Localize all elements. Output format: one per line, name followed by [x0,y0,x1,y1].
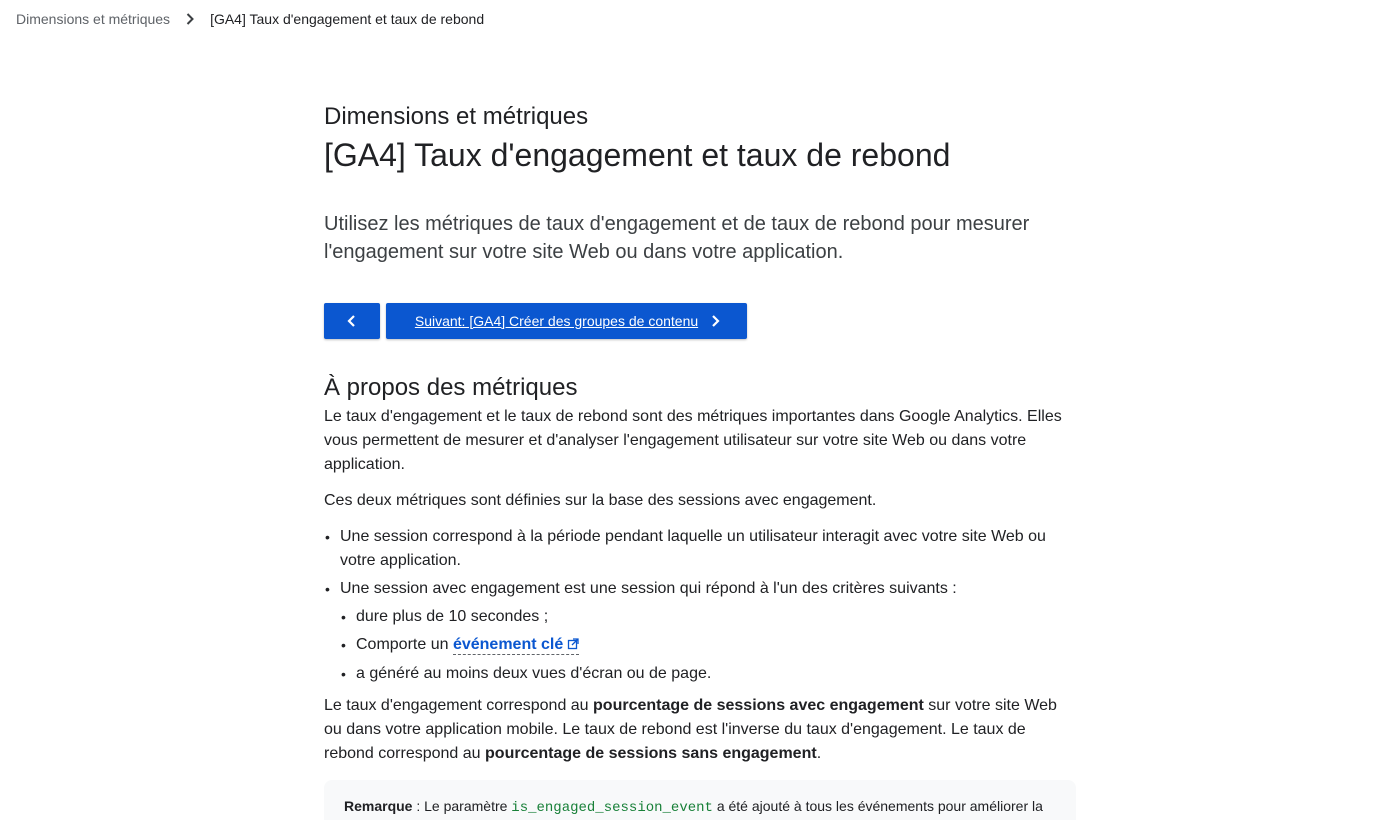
page-title: [GA4] Taux d'engagement et taux de rebond [324,137,951,173]
note-text: : Le paramètre [412,798,512,814]
next-article-label: Suivant: [GA4] Créer des groupes de contenu [414,313,699,329]
sub-list-item-text: Comporte un [356,636,449,653]
sub-list-item [340,605,1076,629]
chevron-left-icon [343,312,361,330]
chevron-right-icon [706,312,724,330]
key-event-link-text: événement clé [452,636,564,653]
list-item [324,525,1076,573]
sub-list-item [340,662,1076,686]
sub-list [340,605,1076,686]
sub-list-item-text: a généré au moins deux vues d'écran ou de page. [356,665,712,682]
note-text: a été ajouté à tous les événements pour améliorer la [712,798,1043,814]
sub-list-item-text: dure plus de 10 secondes ; [356,608,549,625]
text-run: Le taux d'engagement correspond au [324,697,589,714]
text-run: sur votre site Web ou dans votre application mobile. Le taux de rebond est l'inverse du taux d'engagement. Le taux de rebond correspond au [324,697,1057,762]
key-event-link[interactable] [453,636,579,655]
list-item [324,577,1076,686]
note-label: Remarque [344,798,413,814]
breadcrumb-parent-link[interactable]: Dimensions et métriques [16,11,171,27]
paragraph: Le taux d'engagement et le taux de rebond sont des métriques importantes dans Google Analytics. Elles vous permettent de mesurer et d'analyser l'engagement utilisateur sur votre site Web ou dans votre application. [324,408,1062,473]
next-article-button[interactable] [386,303,747,339]
intro-text: Utilisez les métriques de taux d'engagement et de taux de rebond pour mesurer l'engagement sur votre site Web ou dans votre application. [324,213,1030,263]
sub-list-item [340,633,1076,658]
bold-text: pourcentage de sessions avec engagement [593,697,924,714]
paragraph: Ces deux métriques sont définies sur la base des sessions avec engagement. [324,492,877,509]
previous-article-button[interactable] [324,303,380,339]
paragraph [324,694,1076,766]
article [324,100,1076,820]
article-category: Dimensions et métriques [324,103,589,130]
criteria-list [324,525,1076,686]
breadcrumb-current: [GA4] Taux d'engagement et taux de rebond [210,11,485,27]
note-callout [324,780,1076,820]
list-item-text: Une session correspond à la période pendant laquelle un utilisateur interagit avec votre site Web ou votre application. [340,528,1046,569]
external-link-icon [567,634,579,658]
chevron-right-icon [170,9,210,29]
article-navigation [324,303,1076,339]
breadcrumb [16,9,484,29]
section-heading: À propos des métriques [324,374,578,401]
note-code: is_engaged_session_event [511,800,713,816]
bold-text: pourcentage de sessions sans engagement [485,745,817,762]
list-item-text: Une session avec engagement est une session qui répond à l'un des critères suivants : [340,580,957,597]
text-run: . [816,745,822,762]
